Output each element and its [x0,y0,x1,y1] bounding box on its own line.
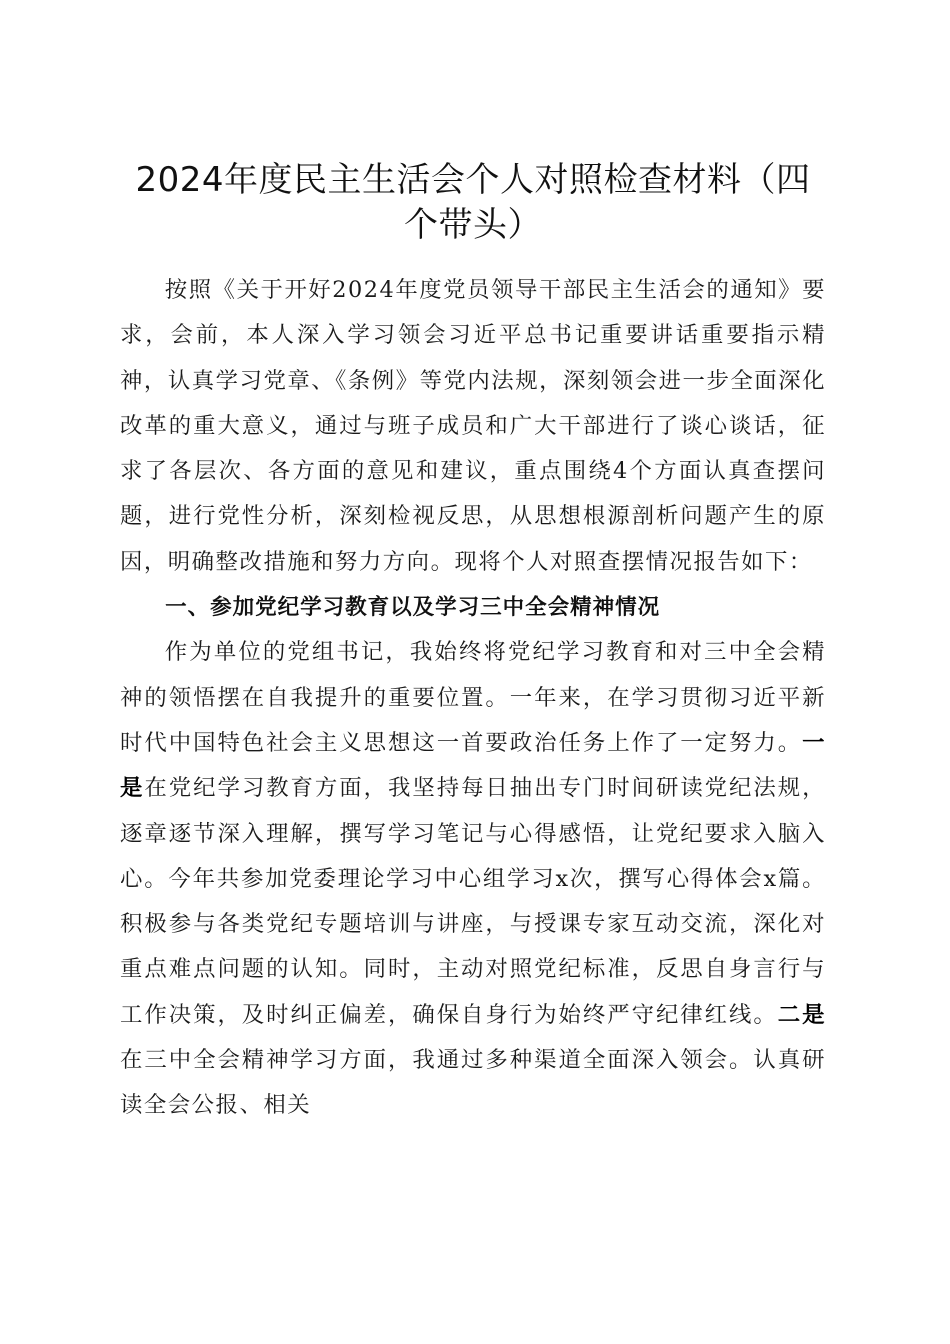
lead-marker-second: 二是 [777,1001,827,1028]
document-title: 2024年度民主生活会个人对照检查材料（四个带头） [135,160,811,245]
section-1-text-a: 作为单位的党组书记，我始终将党纪学习教育和对三中全会精神的领悟摆在自我提升的重要位置。一年来，在学习贯彻习近平新时代中国特色社会主义思想这一首要政治任务上作了一定努力。 [120,639,826,756]
lead-marker-first: 一是 [120,729,826,802]
section-1-text-b: 在党纪学习教育方面，我坚持每日抽出专门时间研读党纪法规，逐章逐节深入理解，撰写学习笔记与心得感悟，让党纪要求入脑入心。今年共参加党委理论学习中心组学习x次，撰写心得体会x篇。积极参与各类党纪专题培训与讲座，与授课专家互动交流，深化对重点难点问题的认知。同时，主动对照党纪标准，反思自身言行与工作决策，及时纠正偏差，确保自身行为始终严守纪律红线。 [120,775,827,1028]
section-1-paragraph [120,630,826,1128]
section-1-text-c: 在三中全会精神学习方面，我通过多种渠道全面深入领会。认真研读全会公报、相关 [120,1047,826,1119]
intro-paragraph: 按照《关于开好2024年度党员领导干部民主生活会的通知》要求，会前，本人深入学习领会习近平总书记重要讲话重要指示精神，认真学习党章、《条例》等党内法规，深刻领会进一步全面深化改革的重大意义，通过与班子成员和广大干部进行了谈心谈话，征求了各层次、各方面的意见和建议，重点围绕4个方面认真查摆问题，进行党性分析，深刻检视反思，从思想根源剖析问题产生的原因，明确整改措施和努力方向。现将个人对照查摆情况报告如下： [120,277,826,575]
section-heading-1: 一、参加党纪学习教育以及学习三中全会精神情况 [165,595,661,621]
document-body [120,268,826,1129]
